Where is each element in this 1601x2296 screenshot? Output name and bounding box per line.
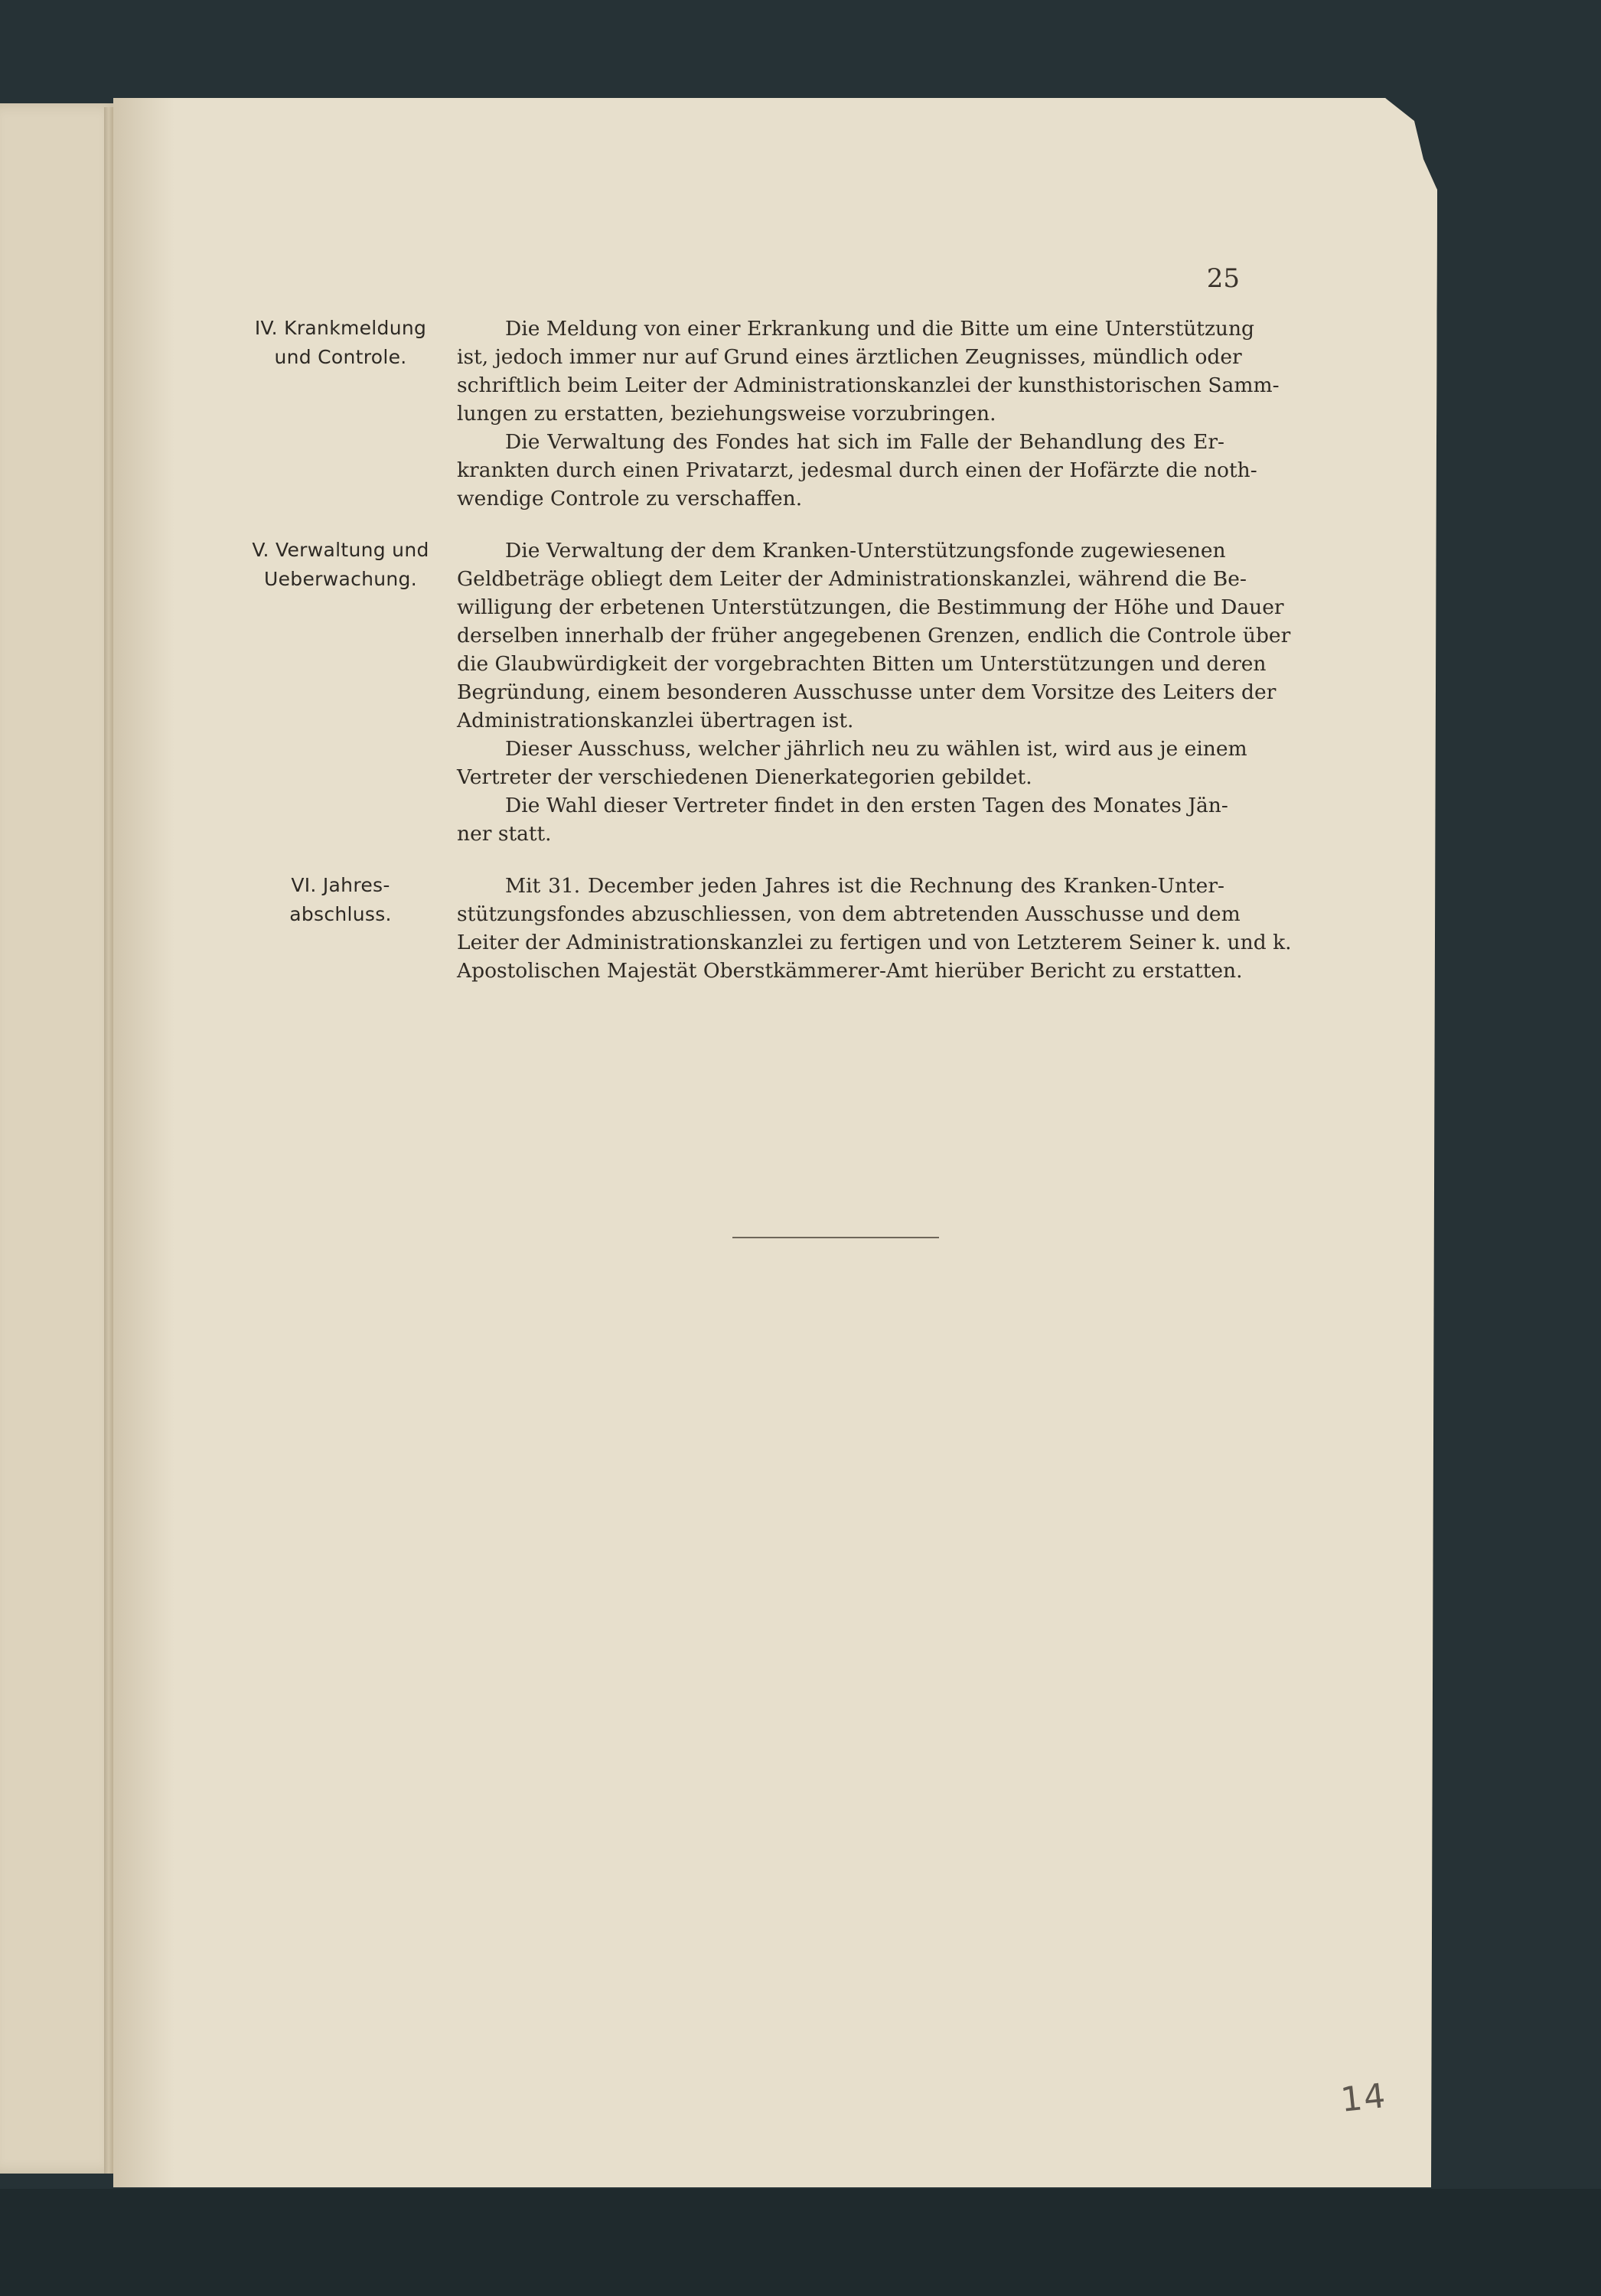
paragraph-line: Leiter der Administrationskanzlei zu fertigen und von Letzterem Seiner k. und k. (457, 931, 1292, 954)
paragraph-line: lungen zu erstatten, beziehungsweise vorzubringen. (457, 402, 996, 426)
end-rule-divider (732, 1237, 939, 1238)
paragraph-line: derselben innerhalb der früher angegebenen Grenzen, endlich die Controle über (457, 624, 1291, 647)
heading-line: abschluss. (289, 903, 392, 925)
heading-line: IV. Krankmeldung (254, 317, 427, 339)
heading-line: und Controle. (274, 346, 407, 368)
handwritten-archive-number: 14 (1339, 2076, 1389, 2120)
paragraph-line: willigung der erbetenen Unterstützungen, die Bestimmung der Höhe und Dauer (457, 595, 1284, 619)
page-number: 25 (1206, 263, 1240, 294)
paragraph-line: die Glaubwürdigkeit der vorgebrachten Bitten um Unterstützungen und deren (457, 652, 1267, 676)
paragraph-line: Administrationskanzlei übertragen ist. (457, 709, 854, 732)
paragraph-line: ist, jedoch immer nur auf Grund eines ärztlichen Zeugnisses, mündlich oder (457, 345, 1242, 369)
paragraph-line: ner statt. (457, 822, 552, 846)
binding-edge (104, 107, 113, 2174)
section-heading-v (237, 536, 444, 594)
paragraph-line: Begründung, einem besonderen Ausschusse unter dem Vorsitze des Leiters der (457, 680, 1277, 704)
backdrop (0, 2189, 1601, 2296)
paragraph-line: Vertreter der verschiedenen Dienerkategorien gebildet. (457, 765, 1032, 789)
heading-line: V. Verwaltung und (252, 539, 429, 561)
paragraph-line: Mit 31. December jeden Jahres ist die Rechnung des Kranken-Unter- (505, 874, 1224, 898)
paragraph-line: Die Verwaltung der dem Kranken-Unterstützungsfonde zugewiesenen (505, 539, 1226, 563)
paragraph-line: Die Meldung von einer Erkrankung und die Bitte um eine Unterstützung (505, 317, 1254, 341)
section-heading-iv (237, 314, 444, 372)
paragraph-line: Dieser Ausschuss, welcher jährlich neu zu wählen ist, wird aus je einem (505, 737, 1247, 761)
page-gutter-shadow (113, 98, 174, 2187)
paragraph-line: wendige Controle zu verschaffen. (457, 487, 803, 510)
paragraph-line: krankten durch einen Privatarzt, jedesmal durch einen der Hofärzte die noth- (457, 458, 1257, 482)
paragraph-line: Die Wahl dieser Vertreter findet in den ersten Tagen des Monates Jän- (505, 794, 1228, 817)
paragraph-line: schriftlich beim Leiter der Administrationskanzlei der kunsthistorischen Samm- (457, 373, 1280, 397)
paragraph-line: Die Verwaltung des Fondes hat sich im Falle der Behandlung des Er- (505, 430, 1224, 454)
paragraph-line: stützungsfondes abzuschliessen, von dem abtretenden Ausschusse und dem (457, 902, 1241, 926)
section-heading-vi (237, 871, 444, 929)
heading-line: VI. Jahres- (291, 874, 390, 896)
paragraph-line: Apostolischen Majestät Oberstkämmerer-Amt hierüber Bericht zu erstatten. (457, 959, 1243, 983)
paragraph-line: Geldbeträge obliegt dem Leiter der Administrationskanzlei, während die Be- (457, 567, 1247, 591)
heading-line: Ueberwachung. (264, 568, 417, 590)
